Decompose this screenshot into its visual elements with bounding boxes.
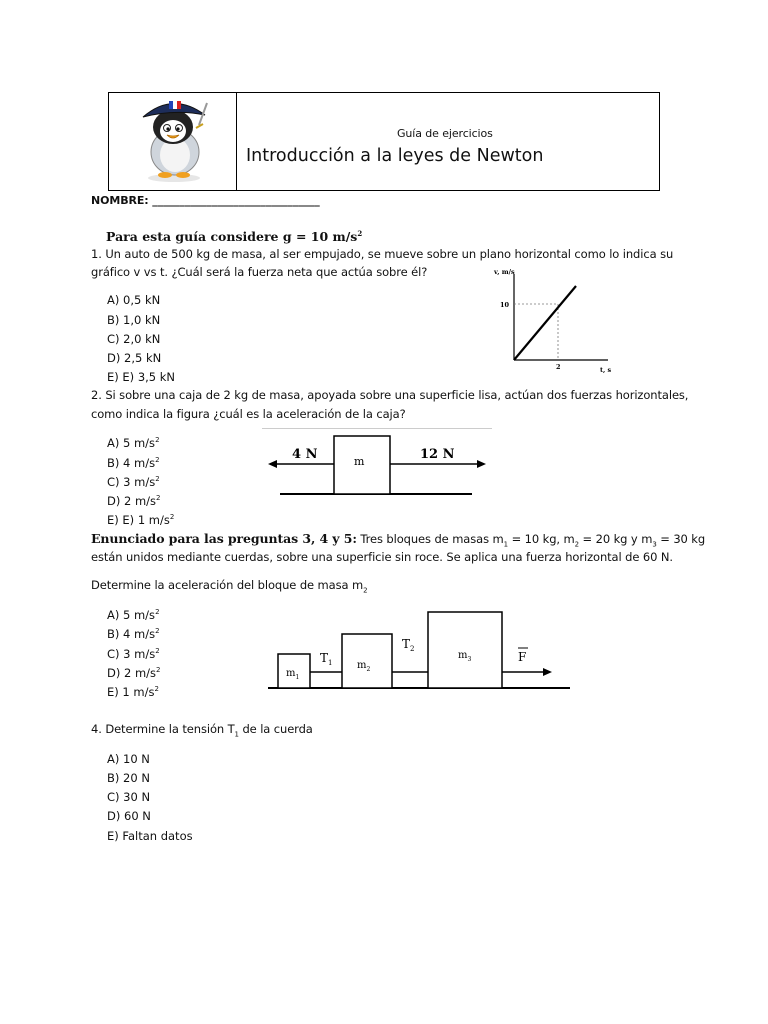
q2-option-d-label: D) 2 m/s [107, 494, 157, 508]
q2-option-e-label: E) E) 1 m/s [107, 513, 170, 527]
q2-line2: como indica la figura ¿cuál es la aceleración de la caja? [91, 407, 406, 421]
q2-line1: 2. Si sobre una caja de 2 kg de masa, apoyada sobre una superficie lisa, actúan dos fuerzas horizontales, [91, 388, 689, 402]
q3-option-e [107, 685, 159, 699]
q3-option-a-label: A) 5 m/s [107, 608, 156, 622]
f-label: F [518, 650, 527, 664]
q2-forces-figure [262, 428, 494, 498]
q3-option-d-label: D) 2 m/s [107, 666, 157, 680]
q3-option-d-sup: 2 [156, 666, 161, 675]
block-m2-label: $m_2$ [357, 660, 371, 673]
q2-option-b-label: B) 4 m/s [107, 456, 156, 470]
q2-left-arrowhead [268, 460, 277, 468]
enunciado-text-c: = 20 kg y m [578, 532, 653, 546]
q3-option-e-label: E) 1 m/s [107, 685, 155, 699]
blocks-figure [264, 606, 574, 692]
q2-left-force-label: 4 N [292, 447, 318, 462]
enunciado-text-d: = 30 kg [656, 532, 706, 546]
enunciado-sub-2: 2 [574, 540, 579, 549]
q2-option-c [107, 475, 160, 489]
q3-sub: 2 [363, 586, 368, 595]
q4-option-b: B) 20 N [107, 771, 150, 785]
intro-gravity [106, 229, 362, 244]
q3-option-a-sup: 2 [155, 608, 160, 617]
q2-option-d-sup: 2 [156, 494, 161, 503]
q2-right-arrowhead [477, 460, 486, 468]
q3-option-c-sup: 2 [155, 647, 160, 656]
q4-option-d: D) 60 N [107, 809, 151, 823]
q1-option-e: E) E) 3,5 kN [107, 370, 176, 384]
q3-option-a [107, 608, 160, 622]
q3-option-d [107, 666, 161, 680]
block-m1-label: $m_1$ [286, 668, 300, 681]
q4-text: 4. Determine la tensión T [91, 722, 235, 736]
q2-right-force-label: 12 N [420, 447, 455, 462]
header-box [108, 92, 660, 191]
q4-question [91, 722, 313, 738]
graph-series-line [514, 286, 576, 360]
graph-ylabel: v, m/s [494, 268, 515, 276]
q4-tail: de la cuerda [238, 722, 313, 736]
penguin-mascot-icon [133, 97, 215, 183]
q3-text: Determine la aceleración del bloque de masa m [91, 578, 364, 592]
q3-option-b [107, 627, 160, 641]
q2-mass-label: m [354, 455, 365, 468]
block-m2 [342, 634, 392, 688]
q2-option-b-sup: 2 [155, 456, 160, 465]
q2-option-b [107, 456, 160, 470]
intro-text: Para esta guía considere g = 10 m/s [106, 229, 358, 245]
enunciado-line1 [91, 531, 705, 548]
q1-option-b: B) 1,0 kN [107, 313, 161, 327]
enunciado-text-b: = 10 kg, m [508, 532, 575, 546]
graph-ytick: 10 [500, 301, 510, 309]
q1-velocity-graph [490, 266, 618, 376]
q3-option-c [107, 647, 160, 661]
intro-sup: 2 [357, 229, 363, 238]
q2-option-e-sup: 2 [169, 513, 175, 522]
q1-option-a: A) 0,5 kN [107, 293, 161, 307]
q2-option-d [107, 494, 161, 508]
enunciado-head: Enunciado para las preguntas 3, 4 y 5: [91, 531, 357, 546]
q2-option-e [107, 513, 174, 527]
logo-cell [109, 93, 237, 190]
q2-option-c-label: C) 3 m/s [107, 475, 156, 489]
block-m3-label: $m_3$ [458, 650, 472, 663]
q3-option-c-label: C) 3 m/s [107, 647, 156, 661]
q1-option-d: D) 2,5 kN [107, 351, 162, 365]
enunciado-text-a: Tres bloques de masas m [356, 532, 504, 546]
header-subtitle: Guía de ejercicios [397, 127, 493, 140]
q2-option-a-sup: 2 [155, 436, 160, 445]
q2-option-a [107, 436, 160, 450]
q2-option-a-label: A) 5 m/s [107, 436, 156, 450]
t2-label: $T_2$ [402, 637, 415, 653]
q2-option-c-sup: 2 [155, 475, 160, 484]
enunciado-sub-3: 3 [652, 540, 657, 549]
graph-xtick: 2 [556, 363, 561, 371]
q3-option-e-sup: 2 [154, 685, 159, 694]
q3-question [91, 578, 367, 594]
q1-option-c: C) 2,0 kN [107, 332, 161, 346]
q3-option-b-sup: 2 [155, 627, 160, 636]
nombre-field: NOMBRE: _______________________________ [91, 194, 320, 207]
t1-label: $T_1$ [320, 651, 333, 667]
q4-option-e: E) Faltan datos [107, 829, 193, 843]
q1-line1: 1. Un auto de 500 kg de masa, al ser empujado, se mueve sobre un plano horizontal como lo indica su [91, 247, 674, 261]
enunciado-sub-1: 1 [503, 540, 509, 549]
q1-line2: gráfico v vs t. ¿Cuál será la fuerza neta que actúa sobre él? [91, 265, 428, 279]
graph-xlabel: t, s [600, 366, 612, 374]
force-arrowhead [543, 668, 552, 676]
q4-option-c: C) 30 N [107, 790, 151, 804]
q3-option-b-label: B) 4 m/s [107, 627, 156, 641]
header-title: Introducción a la leyes de Newton [246, 146, 544, 166]
q4-option-a: A) 10 N [107, 752, 150, 766]
enunciado-line2: están unidos mediante cuerdas, sobre una superficie sin roce. Se aplica una fuerza horizontal de 60 N. [91, 550, 673, 564]
q4-sub: 1 [234, 730, 239, 739]
